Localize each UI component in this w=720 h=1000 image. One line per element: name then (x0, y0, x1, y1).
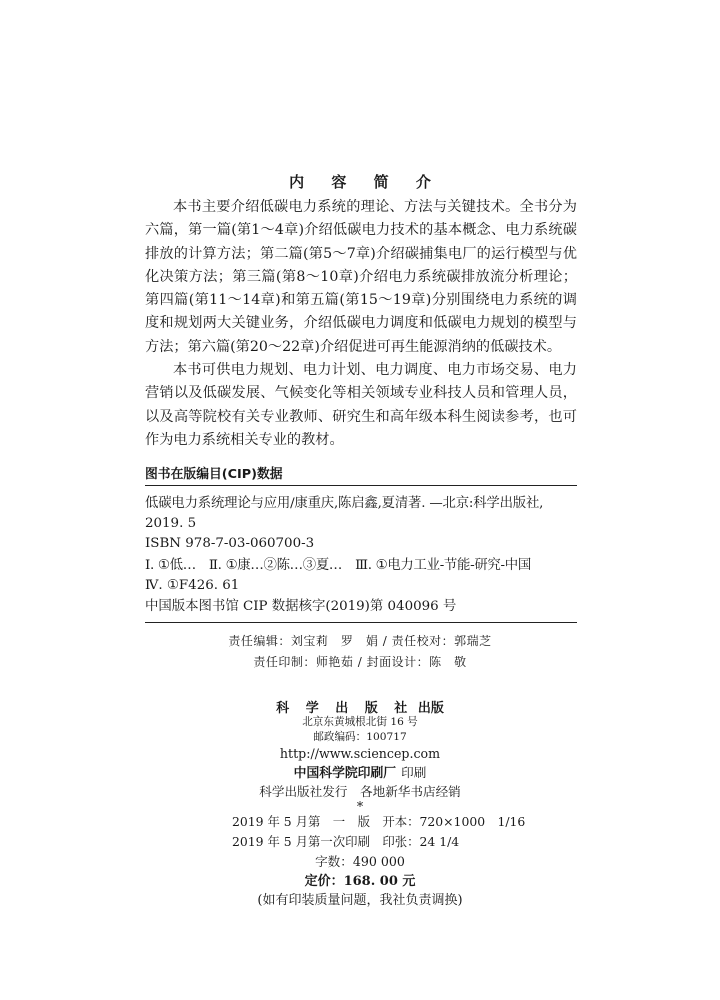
summary-title: 内 容 简 介 (289, 173, 442, 191)
publisher-postcode: 邮政编码：100717 (313, 731, 407, 743)
separator-asterisk: * (356, 799, 364, 814)
printer-suffix: 印刷 (401, 765, 427, 780)
content-summary (145, 196, 577, 452)
quality-note: (如有印装质量问题，我社负责调换) (257, 893, 463, 908)
cip-entry-line-2: 2019. 5 (145, 516, 197, 531)
cip-verification: 中国版本图书馆 CIP 数据核字(2019)第 040096 号 (145, 599, 457, 614)
cip-bottom-rule (145, 622, 577, 623)
cip-top-rule (145, 485, 577, 486)
publisher-name-line (0, 697, 720, 716)
publisher-name: 科 学 出 版 社 (276, 701, 414, 716)
price: 定价：168. 00 元 (304, 874, 416, 889)
cip-subject-line-2: Ⅳ. ①F426. 61 (145, 578, 240, 593)
cip-isbn: ISBN 978-7-03-060700-3 (145, 536, 315, 551)
publisher-website: http://www.sciencep.com (279, 746, 441, 761)
publisher-suffix: 出版 (417, 701, 444, 716)
credits-production: 责任印制：师艳茹 / 封面设计：陈 敬 (253, 655, 467, 669)
summary-paragraph-1: 本书主要介绍低碳电力系统的理论、方法与关键技术。全书分为六篇，第一篇(第1～4章)介绍低碳电力技术的基本概念、电力系统碳排放的计算方法；第二篇(第5～7章)介绍碳捕集电厂的运行模型与优化决策方法；第三篇(第8～10章)介绍电力系统碳排放流分析理论；第四篇(第11～14章)和第五篇(第15～19章)分别围绕电力系统的调度和规划两大关键业务，介绍低碳电力调度和低碳电力规划的模型与方法；第六篇(第20～22章)介绍促进可再生能源消纳的低碳技术。 (145, 199, 577, 355)
printer-name: 中国科学院印刷厂 (293, 766, 397, 781)
printer-line (0, 762, 720, 782)
cip-subject-line-1: Ⅰ. ①低… Ⅱ. ①康…②陈…③夏… Ⅲ. ①电力工业-节能-研究-中国 (145, 558, 531, 573)
word-count: 字数：490 000 (315, 854, 405, 869)
edition-line: 2019 年 5 月第 一 版 开本：720×1000 1/16 (232, 814, 526, 829)
credits-editors: 责任编辑：刘宝莉 罗 娟 / 责任校对：郭瑞芝 (228, 634, 492, 648)
distribution-line: 科学出版社发行 各地新华书店经销 (259, 784, 461, 799)
printing-line: 2019 年 5 月第一次印刷 印张：24 1/4 (232, 834, 460, 849)
publisher-address: 北京东黄城根北街 16 号 (302, 716, 418, 728)
summary-paragraph-2: 本书可供电力规划、电力计划、电力调度、电力市场交易、电力营销以及低碳发展、气候变化等相关领域专业科技人员和管理人员，以及高等院校有关专业教师、研究生和高年级本科生阅读参考，也可作为电力系统相关专业的教材。 (145, 362, 577, 448)
cip-heading: 图书在版编目(CIP)数据 (145, 467, 283, 482)
cip-entry-line-1: 低碳电力系统理论与应用/康重庆,陈启鑫,夏清著. —北京:科学出版社, (145, 496, 544, 511)
